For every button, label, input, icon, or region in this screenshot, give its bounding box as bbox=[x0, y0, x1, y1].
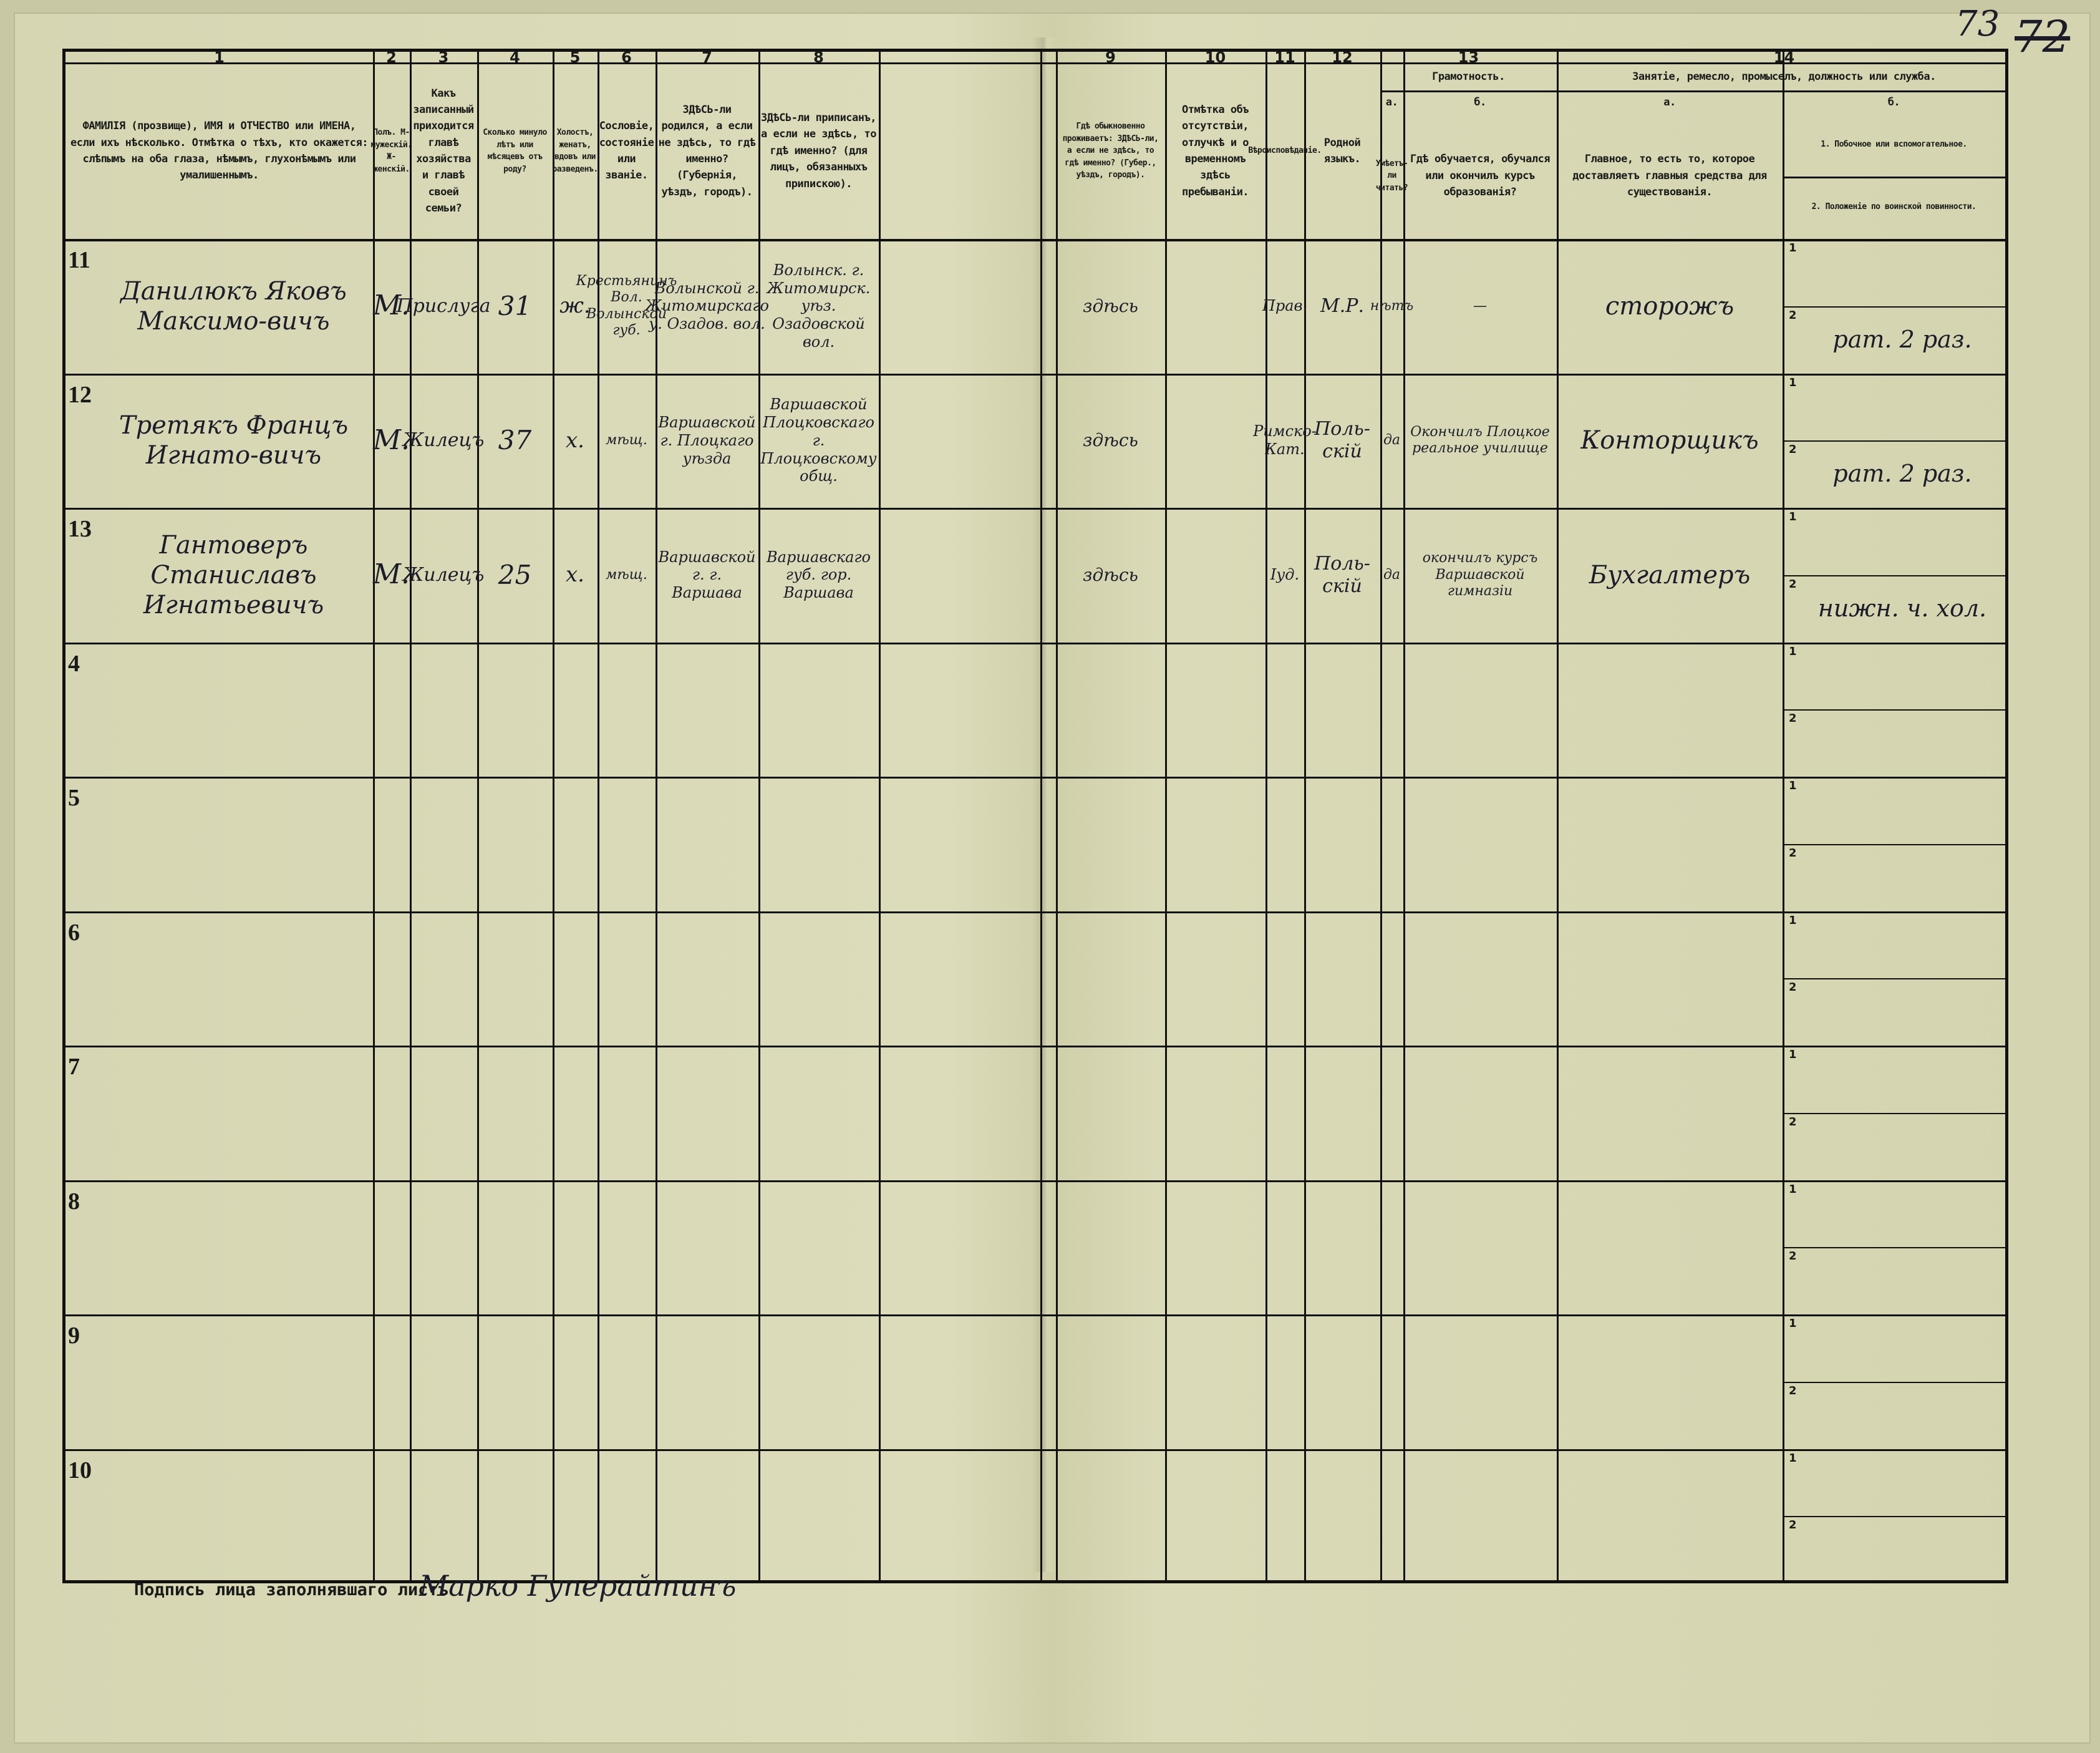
header-military: 2. Положеніе по воинской повинности. bbox=[1811, 202, 1977, 212]
sub-row-label: 2 bbox=[1789, 846, 1797, 860]
column-number-10: 10 bbox=[1204, 49, 1226, 66]
row-number: 13 bbox=[68, 516, 92, 542]
cell-military: рат. 2 раз. bbox=[1832, 460, 1972, 488]
column-number-3: 3 bbox=[438, 49, 449, 66]
sub-row-label: 1 bbox=[1789, 1182, 1797, 1196]
sub-row-label: 2 bbox=[1789, 1250, 1797, 1263]
cell-name: Гантоверъ Станиславъ Игнатьевичъ bbox=[143, 530, 324, 619]
header-sex: Полъ. М-мужескій. Ж-женскій. bbox=[370, 128, 412, 174]
row-number: 7 bbox=[68, 1054, 80, 1080]
sub-row-label: 1 bbox=[1789, 510, 1797, 523]
cell-sex: М. bbox=[372, 289, 410, 322]
row-rule bbox=[65, 508, 2005, 510]
cell-residence: здѣсь bbox=[1083, 295, 1138, 316]
cell-occupation: сторожъ bbox=[1605, 291, 1735, 321]
row-rule bbox=[65, 1046, 2005, 1047]
sub-row-label: 1 bbox=[1789, 241, 1797, 255]
column-number-12: 12 bbox=[1332, 49, 1353, 66]
column-rule bbox=[1040, 52, 1042, 1580]
row-number: 5 bbox=[68, 785, 80, 811]
cell-occupation: Бухгалтеръ bbox=[1589, 560, 1751, 590]
cell-registered: Волынск. г. Житомирск. уѣз. Озадовской вол. bbox=[767, 261, 871, 351]
cell-absence bbox=[1168, 513, 1263, 638]
cell-registered: Варшавскаго губ. гор. Варшава bbox=[767, 548, 871, 602]
cell-residence: здѣсь bbox=[1083, 564, 1138, 585]
sub-row-label: 2 bbox=[1789, 308, 1797, 322]
row-rule bbox=[1783, 1247, 2005, 1248]
cell-age: 31 bbox=[498, 290, 532, 321]
cell-religion: Прав. bbox=[1262, 297, 1308, 315]
cell-relation: Прислуга bbox=[396, 294, 491, 317]
sub-row-label: 1 bbox=[1789, 779, 1797, 792]
column-rule bbox=[477, 52, 479, 1580]
header-occupation: Занятіе, ремесло, промыселъ, должность или служба. bbox=[1632, 70, 1936, 83]
sub-row-label: 1 bbox=[1789, 1451, 1797, 1465]
cell-occupation: Конторщикъ bbox=[1580, 426, 1759, 455]
row-rule bbox=[65, 777, 2005, 779]
column-number-2: 2 bbox=[386, 49, 397, 66]
cell-absence bbox=[1168, 379, 1263, 503]
row-rule bbox=[65, 374, 2005, 376]
sub-row-label: 1 bbox=[1789, 1048, 1797, 1061]
page-number-secondary: 72 bbox=[2015, 11, 2071, 62]
cell-name: Третякъ Францъ Игнато-вичъ bbox=[119, 411, 349, 470]
cell-relation: Жилецъ bbox=[402, 429, 485, 452]
cell-age: 37 bbox=[498, 425, 532, 456]
row-number: 4 bbox=[68, 650, 80, 677]
column-number-8: 8 bbox=[813, 49, 824, 66]
sub-row-label: 2 bbox=[1789, 443, 1797, 457]
column-rule bbox=[1403, 52, 1405, 1580]
header-occupation-b: б. bbox=[1887, 95, 1900, 109]
cell-relation: Жилецъ bbox=[402, 563, 485, 586]
column-number-9: 9 bbox=[1105, 49, 1116, 66]
column-number-6: 6 bbox=[621, 49, 632, 66]
header-literacy-read: Умѣетъ-ли читать? bbox=[1375, 158, 1408, 193]
column-rule bbox=[1304, 52, 1306, 1580]
header-occupation-main: Главное, то есть то, которое доставляетъ главныя средства для существованія. bbox=[1572, 153, 1767, 199]
cell-education: Окончилъ Плоцкое реальное училище bbox=[1410, 424, 1550, 457]
header-name: ФАМИЛІЯ (прозвище), ИМЯ и ОТЧЕСТВО или ИМЕНА, если ихъ нѣсколько. Отмѣтка о тѣхъ, кто окажется: слѣпымъ на оба глаза, нѣмымъ, глухонѣмымъ или умалишеннымъ. bbox=[70, 120, 368, 182]
row-rule bbox=[1783, 709, 2005, 711]
cell-religion: Римско-Кат. bbox=[1253, 422, 1317, 459]
row-rule bbox=[1783, 177, 2005, 178]
cell-literate: нѣтъ bbox=[1370, 298, 1414, 314]
cell-literate: да bbox=[1383, 566, 1401, 583]
row-rule bbox=[65, 239, 2005, 241]
row-rule bbox=[65, 1180, 2005, 1182]
header-occupation-a: а. bbox=[1663, 95, 1676, 109]
header-marital: Холостъ, женатъ, вдовъ или разведенъ. bbox=[552, 128, 598, 174]
row-rule bbox=[65, 1314, 2005, 1316]
sub-row-label: 2 bbox=[1789, 1384, 1797, 1397]
header-religion: Вѣроисповѣданіе. bbox=[1248, 146, 1322, 156]
column-rule bbox=[1380, 52, 1382, 1580]
sub-row-label: 2 bbox=[1789, 1115, 1797, 1129]
cell-estate: мѣщ. bbox=[606, 566, 647, 583]
cell-born: Варшавской г. г. Варшава bbox=[658, 548, 756, 602]
row-rule bbox=[65, 643, 2005, 644]
row-rule bbox=[1783, 1113, 2005, 1114]
column-rule bbox=[1165, 52, 1167, 1580]
row-rule bbox=[1783, 978, 2005, 979]
column-rule bbox=[879, 52, 881, 1580]
row-rule bbox=[1783, 1516, 2005, 1517]
header-estate: Сословіе, состояніе или званіе. bbox=[599, 120, 654, 182]
column-number-7: 7 bbox=[702, 49, 712, 66]
cell-education: окончилъ курсъ Варшавской гимназіи bbox=[1422, 550, 1538, 599]
cell-age: 25 bbox=[498, 559, 532, 590]
column-number-13: 13 bbox=[1458, 49, 1479, 66]
header-residence: Гдѣ обыкновенно проживаетъ: ЗДѢСЬ-ли, а если не здѣсь, то гдѣ именно? (Губер., уѣздъ, городъ). bbox=[1062, 122, 1159, 180]
sub-row-label: 1 bbox=[1789, 376, 1797, 389]
page-number-primary: 73 bbox=[1955, 4, 2000, 44]
header-literacy-b: б. bbox=[1474, 95, 1486, 109]
cell-language: Поль-скій bbox=[1314, 552, 1370, 597]
row-number: 11 bbox=[68, 247, 90, 273]
cell-marital: х. bbox=[566, 427, 584, 453]
row-rule bbox=[65, 1449, 2005, 1451]
column-rule bbox=[373, 52, 375, 1580]
cell-marital: х. bbox=[566, 562, 584, 588]
row-rule bbox=[1783, 1382, 2005, 1383]
row-rule bbox=[1783, 844, 2005, 845]
column-rule bbox=[553, 52, 554, 1580]
row-number: 9 bbox=[68, 1323, 80, 1349]
cell-military: рат. 2 раз. bbox=[1832, 325, 1972, 353]
row-number: 6 bbox=[68, 919, 80, 946]
cell-education: — bbox=[1473, 298, 1487, 314]
header-literacy: Грамотность. bbox=[1432, 70, 1505, 83]
header-absence: Отмѣтка объ отсутствіи, отлучкѣ и о временномъ здѣсь пребываніи. bbox=[1181, 103, 1249, 198]
sub-row-label: 1 bbox=[1789, 1317, 1797, 1330]
cell-religion: Іуд. bbox=[1270, 566, 1300, 584]
column-number-11: 11 bbox=[1274, 49, 1295, 66]
sub-row-label: 2 bbox=[1789, 712, 1797, 726]
column-rule bbox=[1056, 52, 1058, 1580]
cell-estate: Крестьянинъ Вол. Волынской губ. bbox=[576, 273, 677, 339]
cell-born: Варшавской г. Плоцкаго уѣзда bbox=[658, 414, 756, 467]
signature: Марко Гуперайтинъ bbox=[419, 1569, 737, 1603]
row-rule bbox=[1783, 306, 2005, 308]
cell-born: Волынской г. Житомирскаго у. Озадов. вол. bbox=[645, 279, 770, 333]
header-occupation-secondary: 1. Побочное или вспомогательное. bbox=[1821, 140, 1967, 150]
cell-language: Поль-скій bbox=[1314, 418, 1370, 463]
cell-literate: да bbox=[1383, 432, 1401, 449]
row-rule bbox=[1783, 575, 2005, 576]
sub-row-label: 1 bbox=[1789, 644, 1797, 658]
cell-military: нижн. ч. хол. bbox=[1817, 594, 1987, 622]
cell-sex: М. bbox=[372, 558, 410, 591]
cell-residence: здѣсь bbox=[1083, 430, 1138, 451]
signature-label: Подпись лица заполнявшаго листъ bbox=[134, 1580, 448, 1600]
census-table bbox=[62, 49, 2008, 1583]
sub-row-label: 2 bbox=[1789, 981, 1797, 994]
header-registration: ЗДѢСЬ-ли приписанъ, а если не здѣсь, то гдѣ именно? (для лицъ, обязанныхъ припискою). bbox=[761, 112, 876, 190]
cell-estate: мѣщ. bbox=[606, 432, 647, 449]
sub-row-label: 1 bbox=[1789, 913, 1797, 927]
cell-language: М.Р. bbox=[1320, 294, 1364, 317]
column-number-4: 4 bbox=[510, 49, 520, 66]
header-birthplace: ЗДѢСЬ-ли родился, а если не здѣсь, то гдѣ именно? (Губернія, уѣздъ, городъ). bbox=[658, 103, 756, 198]
column-number-1: 1 bbox=[214, 49, 225, 66]
header-relation: Какъ записанный приходится главѣ хозяйства и главѣ своей семьи? bbox=[413, 87, 474, 215]
header-language: Родной языкъ. bbox=[1323, 136, 1361, 165]
column-number-5: 5 bbox=[569, 49, 581, 66]
sub-row-label: 2 bbox=[1789, 577, 1797, 591]
cell-marital: ж. bbox=[559, 293, 591, 319]
row-rule bbox=[65, 911, 2005, 913]
column-rule bbox=[410, 52, 412, 1580]
header-age: Сколько минуло лѣтъ или мѣсяцевъ отъ роду? bbox=[483, 128, 547, 174]
column-rule bbox=[1783, 52, 1784, 1580]
header-literacy-a: а. bbox=[1385, 95, 1398, 109]
column-rule bbox=[1557, 52, 1559, 1580]
cell-registered: Варшавской Плоцковскаго г. Плоцковскому общ. bbox=[760, 396, 877, 485]
column-rule bbox=[1265, 52, 1267, 1580]
row-rule bbox=[1783, 440, 2005, 442]
row-number: 8 bbox=[68, 1188, 80, 1215]
cell-name: Данилюкъ Яковъ Максимо-вичъ bbox=[120, 276, 347, 336]
row-number: 12 bbox=[68, 381, 92, 408]
cell-sex: М. bbox=[372, 424, 410, 456]
row-number: 10 bbox=[68, 1457, 92, 1483]
sub-row-label: 2 bbox=[1789, 1518, 1797, 1532]
column-number-14: 14 bbox=[1773, 49, 1795, 66]
cell-absence bbox=[1168, 244, 1263, 369]
header-education: Гдѣ обучается, обучался или окончилъ курсъ образованія? bbox=[1410, 153, 1550, 199]
